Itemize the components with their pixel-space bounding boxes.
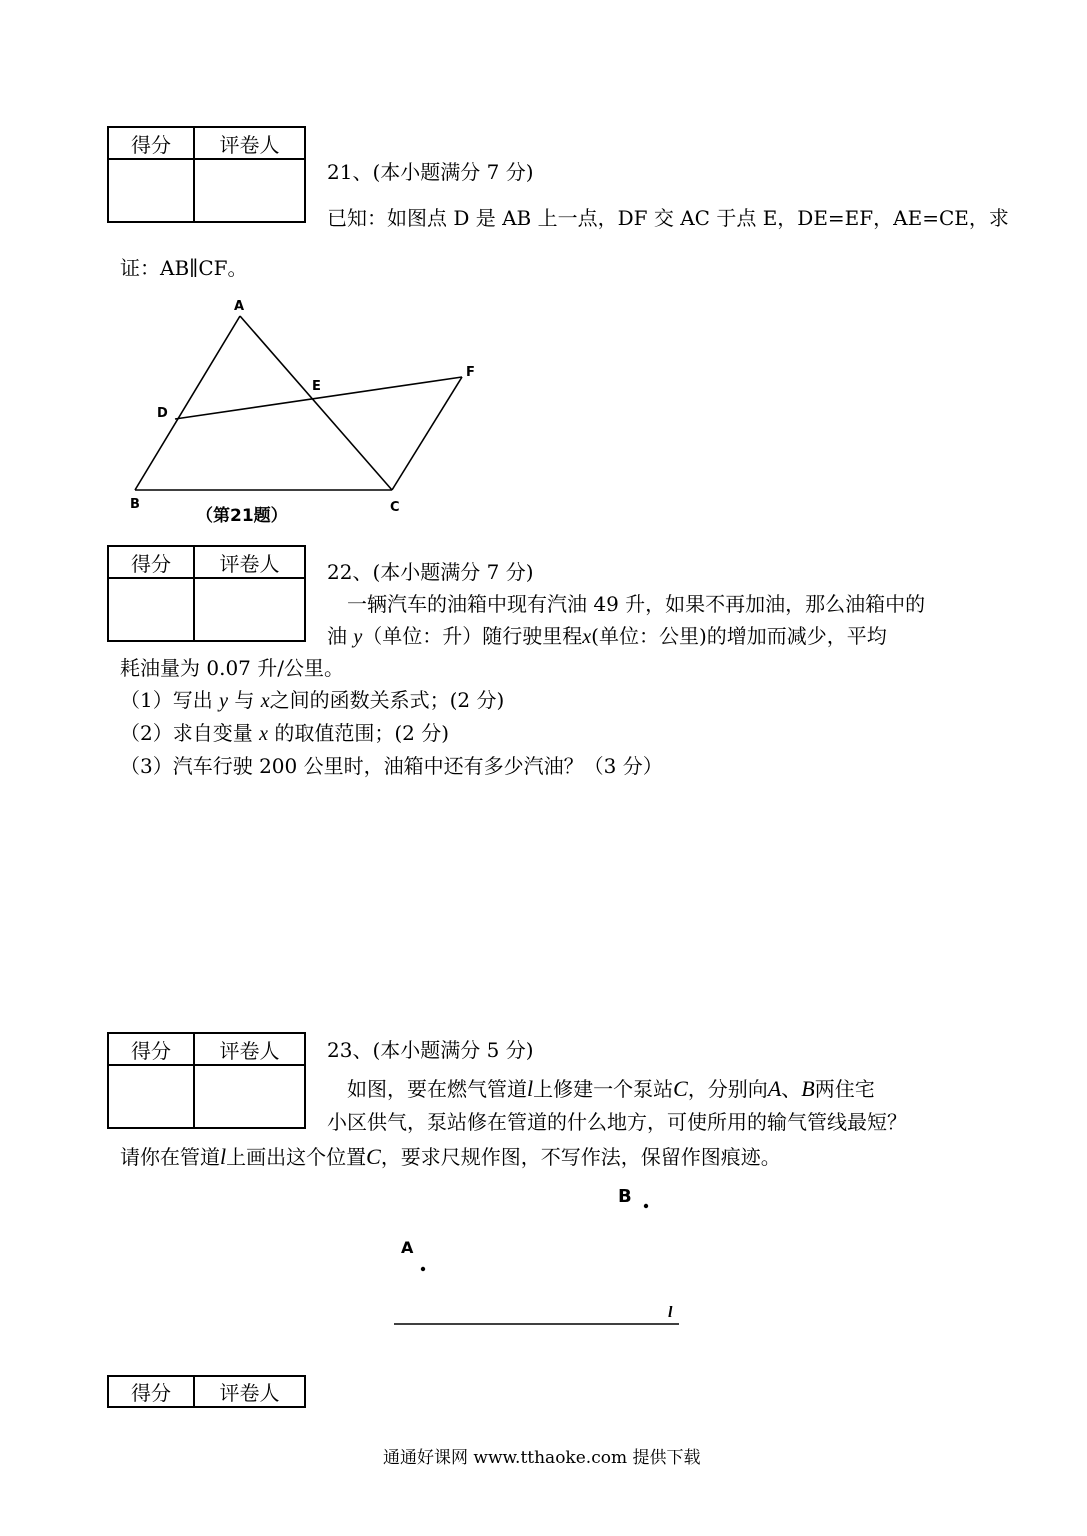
grader-label: 评卷人: [194, 546, 305, 578]
score-label: 得分: [108, 1376, 194, 1407]
q23-line3: 请你在管道l上画出这个位置C，要求尺规作图，不写作法，保留作图痕迹。: [120, 1144, 781, 1169]
score-cell[interactable]: [108, 159, 194, 222]
label-point-a: A: [401, 1238, 414, 1257]
score-table-22: [107, 545, 306, 642]
score-cell[interactable]: [108, 578, 194, 641]
q22-part3: （3）汽车行驶 200 公里时，油箱中还有多少汽油？（3 分）: [120, 754, 663, 778]
label-b: B: [130, 497, 140, 512]
label-line-l: l: [668, 1304, 673, 1321]
point-b: [644, 1204, 648, 1208]
q23-line2: 小区供气，泵站修在管道的什么地方，可使所用的输气管线最短？: [327, 1110, 907, 1134]
grader-cell[interactable]: [194, 159, 305, 222]
grader-label: 评卷人: [194, 1033, 305, 1065]
q23-figure: [380, 1180, 700, 1340]
figure-caption: （第21题）: [196, 506, 288, 526]
grader-cell[interactable]: [194, 578, 305, 641]
q22-line3: 耗油量为 0.07 升/公里。: [120, 656, 344, 680]
score-table-23: [107, 1032, 306, 1129]
score-label: 得分: [108, 1033, 194, 1065]
score-label: 得分: [108, 127, 194, 159]
grader-label: 评卷人: [194, 1376, 305, 1407]
label-c: C: [390, 500, 400, 515]
score-table-21: [107, 126, 306, 223]
label-point-b: B: [618, 1186, 632, 1207]
label-f: F: [466, 365, 475, 380]
label-d: D: [157, 406, 168, 421]
score-cell[interactable]: [108, 1065, 194, 1128]
segment-cf: [392, 377, 462, 490]
q22-heading: 22、(本小题满分 7 分): [327, 560, 534, 584]
q22-line2: 油 y（单位：升）随行驶里程x(单位：公里)的增加而减少，平均: [327, 624, 887, 648]
q21-text-line2: 证：AB∥CF。: [120, 256, 248, 280]
grader-cell[interactable]: [194, 1065, 305, 1128]
score-label: 得分: [108, 546, 194, 578]
q23-line1: 如图，要在燃气管道l上修建一个泵站C，分别向A、B两住宅: [347, 1076, 875, 1101]
point-a: [421, 1267, 425, 1271]
q23-heading: 23、(本小题满分 5 分): [327, 1038, 534, 1062]
q22-part2: （2）求自变量 x 的取值范围；(2 分): [120, 721, 450, 745]
label-a: A: [234, 299, 245, 314]
footer-text: 通通好课网 www.tthaoke.com 提供下载: [383, 1448, 701, 1468]
segment-ac: [240, 316, 392, 490]
q22-part1: （1）写出 y 与 x之间的函数关系式；(2 分): [120, 688, 505, 712]
grader-label: 评卷人: [194, 127, 305, 159]
q21-figure: [0, 290, 520, 540]
label-e: E: [312, 379, 321, 394]
q21-heading: 21、(本小题满分 7 分): [327, 160, 534, 184]
score-table-24: [107, 1375, 306, 1408]
q22-line1: 一辆汽车的油箱中现有汽油 49 升，如果不再加油，那么油箱中的: [347, 592, 926, 616]
q21-text-line1: 已知：如图点 D 是 AB 上一点，DF 交 AC 于点 E，DE=EF，AE=CE，求: [327, 206, 1009, 230]
segment-ab: [135, 316, 240, 490]
